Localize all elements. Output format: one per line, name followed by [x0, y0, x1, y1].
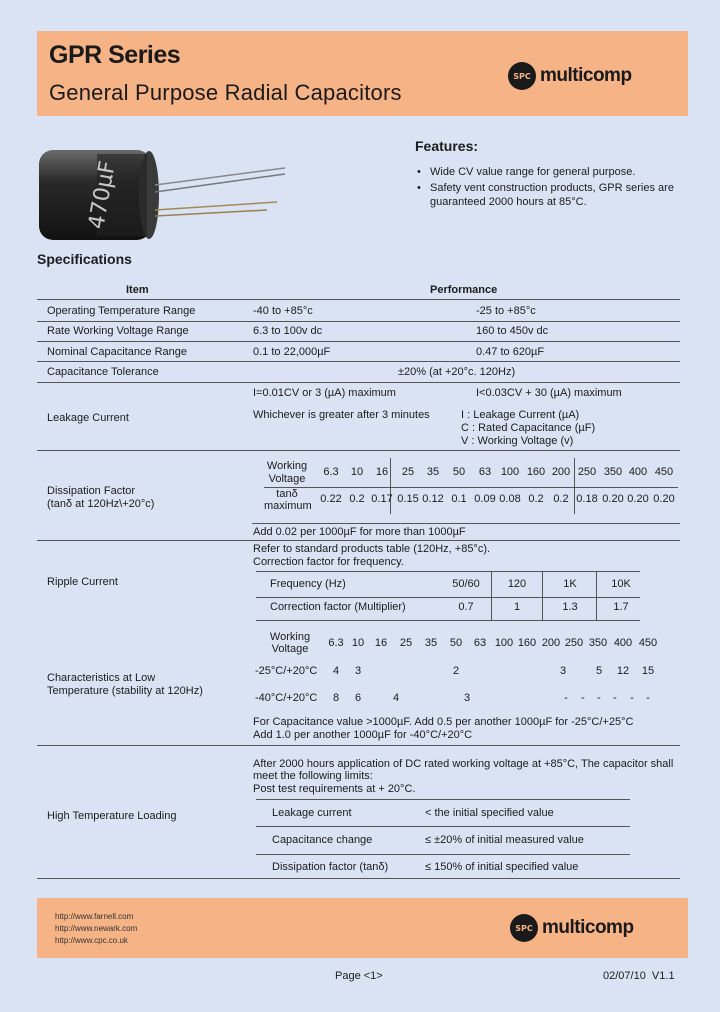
row-divider: [37, 321, 680, 322]
df-value-cell: 0.2: [528, 493, 544, 505]
df-voltage-cell: 10: [350, 466, 364, 478]
logo-wordmark: multicomp: [542, 917, 634, 938]
low-temp-label: Characteristics at Low: [47, 672, 156, 684]
lt-row1-cell: 5: [595, 665, 603, 677]
nominal-cap-low: 0.1 to 22,000µF: [253, 346, 331, 358]
col-header-performance: Performance: [430, 284, 498, 296]
df-value-cell: 0.1: [451, 493, 467, 505]
spc-seal-icon: SPC: [508, 62, 536, 90]
df-voltage-cell: 450: [654, 466, 674, 478]
df-voltage-cell: 25: [401, 466, 415, 478]
row-divider: [37, 878, 680, 879]
df-voltage-cell: 35: [426, 466, 440, 478]
df-voltage-cell: 350: [603, 466, 623, 478]
ht-row-divider: [256, 826, 630, 827]
series-title: GPR Series: [49, 41, 181, 69]
leakage-label: Leakage Current: [47, 412, 129, 424]
df-voltage-cell: 400: [628, 466, 648, 478]
newark-link[interactable]: http://www.newark.com: [55, 924, 138, 933]
lt-row1-cell: 15: [641, 665, 655, 677]
lt-working-label: Working: [269, 631, 311, 643]
df-voltage-cell: 200: [551, 466, 571, 478]
lt-voltage-cell: 50: [449, 637, 463, 649]
df-voltage-cell: 100: [500, 466, 520, 478]
lt-voltage-cell: 200: [541, 637, 561, 649]
ripple-factor-cell: 0.7: [458, 601, 474, 613]
df-maximum-label: maximum: [264, 500, 312, 512]
capacitor-image: [37, 140, 287, 245]
lt-row2-cell: 6: [354, 692, 362, 704]
leakage-legend-i: I : Leakage Current (µA): [461, 409, 580, 421]
row-divider: [37, 540, 680, 541]
high-temp-intro-1: After 2000 hours application of DC rated working voltage at +85°C, The capacitor shall: [253, 758, 674, 770]
nominal-cap-high: 0.47 to 620µF: [476, 346, 545, 358]
df-voltage-cell: 250: [577, 466, 597, 478]
df-value-cell: 0.2: [553, 493, 569, 505]
page-number: Page <1>: [335, 970, 383, 982]
ripple-freq-label: Frequency (Hz): [270, 578, 346, 590]
dissipation-label: Dissipation Factor: [47, 485, 136, 497]
ht-row-value: ≤ ±20% of initial measured value: [425, 834, 584, 846]
lt-row2-cell: -: [564, 692, 568, 704]
ripple-col-divider: [596, 571, 597, 620]
high-temp-intro-3: Post test requirements at + 20°C.: [253, 783, 416, 795]
df-value-cell: 0.20: [653, 493, 675, 505]
df-value-cell: 0.12: [422, 493, 444, 505]
lt-row2-cell: -: [597, 692, 601, 704]
operating-temp-high: -25 to +85°c: [476, 305, 536, 317]
feature-item: • Safety vent construction products, GPR series are guaranteed 2000 hours at 85°C.: [415, 181, 690, 209]
df-voltage-cell: 16: [375, 466, 389, 478]
df-value-cell: 0.09: [474, 493, 496, 505]
page-subtitle: General Purpose Radial Capacitors: [49, 80, 402, 105]
lt-voltage-cell: 10: [351, 637, 365, 649]
ripple-factor-cell: 1: [513, 601, 521, 613]
lt-voltage-cell: 100: [494, 637, 514, 649]
row-divider: [37, 382, 680, 383]
ripple-note-2: Correction factor for frequency.: [253, 556, 404, 568]
ripple-note-1: Refer to standard products table (120Hz, +85°c).: [253, 543, 491, 555]
lt-voltage-cell: 16: [374, 637, 388, 649]
leakage-high-formula: I<0.03CV + 30 (µA) maximum: [476, 387, 622, 399]
lt-row2-cell: -: [581, 692, 585, 704]
ripple-freq-cell: 120: [507, 578, 527, 590]
date-version: 02/07/10 V1.1: [603, 970, 675, 982]
svg-text:470µF: 470µF: [84, 159, 121, 232]
rate-voltage-high: 160 to 450v dc: [476, 325, 549, 337]
col-header-item: Item: [126, 284, 149, 296]
leakage-legend-c: C : Rated Capacitance (µF): [461, 422, 596, 434]
row-divider: [37, 341, 680, 342]
df-value-cell: 0.17: [371, 493, 393, 505]
lt-voltage-cell: 160: [517, 637, 537, 649]
features-heading: Features:: [415, 138, 479, 154]
lt-row1-cell: 4: [332, 665, 340, 677]
lt-voltage-cell: 6.3: [328, 637, 344, 649]
lt-voltage-cell: 250: [564, 637, 584, 649]
row-divider: [37, 745, 680, 746]
ht-row-name: Dissipation factor (tanδ): [272, 861, 389, 873]
low-temp-sublabel: Temperature (stability at 120Hz): [47, 685, 203, 697]
lt-row1-label: -25°C/+20°C: [255, 665, 318, 677]
lt-row2-label: -40°C/+20°C: [255, 692, 318, 704]
logo-wordmark: multicomp: [540, 65, 632, 86]
row-divider: [252, 523, 680, 524]
farnell-link[interactable]: http://www.farnell.com: [55, 912, 134, 921]
rate-voltage-label: Rate Working Voltage Range: [47, 325, 189, 337]
lt-row1-cell: 2: [452, 665, 460, 677]
lt-row2-cell: -: [613, 692, 617, 704]
operating-temp-low: -40 to +85°c: [253, 305, 313, 317]
dissipation-sublabel: (tanδ at 120Hz\+20°c): [47, 498, 155, 510]
ripple-freq-cell: 1K: [563, 578, 577, 590]
df-voltage-cell: 6.3: [323, 466, 339, 478]
ripple-label: Ripple Current: [47, 576, 118, 588]
footer-banner: [37, 898, 688, 958]
lt-voltage-cell: 25: [399, 637, 413, 649]
df-voltage-cell: 160: [526, 466, 546, 478]
ripple-factor-cell: 1.7: [613, 601, 629, 613]
low-temp-note-1: For Capacitance value >1000µF. Add 0.5 per another 1000µF for -25°C/+25°C: [253, 716, 634, 728]
df-value-cell: 0.15: [397, 493, 419, 505]
ripple-col-divider: [542, 571, 543, 620]
df-value-cell: 0.22: [320, 493, 342, 505]
ripple-freq-cell: 10K: [611, 578, 631, 590]
df-value-cell: 0.2: [349, 493, 365, 505]
high-temp-intro-2: meet the following limits:: [253, 770, 373, 782]
ripple-col-divider: [491, 571, 492, 620]
low-temp-note-2: Add 1.0 per another 1000µF for -40°C/+20°C: [253, 729, 473, 741]
ripple-table-mid: [256, 597, 640, 598]
leakage-low-formula: I=0.01CV or 3 (µA) maximum: [253, 387, 396, 399]
row-divider: [37, 299, 680, 300]
ripple-table-top: [256, 571, 640, 572]
ht-row-value: < the initial specified value: [425, 807, 554, 819]
multicomp-logo: [508, 62, 632, 90]
ripple-factor-cell: 1.3: [562, 601, 578, 613]
dissipation-note: Add 0.02 per 1000µF for more than 1000µF: [253, 526, 466, 538]
operating-temp-label: Operating Temperature Range: [47, 305, 196, 317]
lt-row2-cell: -: [630, 692, 634, 704]
ht-table-top: [256, 799, 630, 800]
nominal-cap-label: Nominal Capacitance Range: [47, 346, 188, 358]
feature-item: • Wide CV value range for general purpose.: [415, 165, 690, 179]
cap-tolerance-label: Capacitance Tolerance: [47, 366, 159, 378]
spc-seal-icon: SPC: [510, 914, 538, 942]
lt-row2-cell: 3: [463, 692, 471, 704]
lt-row1-cell: 3: [559, 665, 567, 677]
df-value-cell: 0.08: [499, 493, 521, 505]
cpc-link[interactable]: http://www.cpc.co.uk: [55, 936, 128, 945]
leakage-low-note: Whichever is greater after 3 minutes: [253, 409, 430, 421]
lt-row1-cell: 3: [354, 665, 362, 677]
footer-links: [55, 911, 137, 947]
footer-multicomp-logo: [510, 914, 634, 942]
df-tan-label: tanδ: [276, 488, 298, 500]
ht-row-name: Leakage current: [272, 807, 352, 819]
df-working-label: Working: [266, 460, 308, 472]
header-banner: [37, 31, 688, 116]
features-list: [415, 165, 690, 211]
lt-voltage-cell: 63: [473, 637, 487, 649]
ripple-corr-label: Correction factor (Multiplier): [270, 601, 406, 613]
high-temp-label: High Temperature Loading: [47, 810, 177, 822]
lt-row2-cell: -: [646, 692, 650, 704]
rate-voltage-low: 6.3 to 100v dc: [253, 325, 323, 337]
lt-row1-cell: 12: [616, 665, 630, 677]
df-value-cell: 0.18: [576, 493, 598, 505]
ripple-freq-cell: 50/60: [452, 578, 480, 590]
ht-row-divider: [256, 854, 630, 855]
row-divider: [37, 361, 680, 362]
df-voltage-cell: 63: [478, 466, 492, 478]
df-voltage-label: Voltage: [268, 473, 306, 485]
lt-voltage-cell: 450: [638, 637, 658, 649]
cap-tolerance-value: ±20% (at +20°c. 120Hz): [398, 366, 516, 378]
specifications-heading: Specifications: [37, 251, 132, 267]
lt-voltage-cell: 350: [588, 637, 608, 649]
lt-voltage-cell: 35: [424, 637, 438, 649]
lt-row2-cell: 4: [392, 692, 400, 704]
lt-row2-cell: 8: [332, 692, 340, 704]
ripple-table-bottom: [256, 620, 640, 621]
df-value-cell: 0.20: [627, 493, 649, 505]
df-voltage-cell: 50: [452, 466, 466, 478]
row-divider: [37, 450, 680, 451]
lt-voltage-cell: 400: [613, 637, 633, 649]
ht-row-value: ≤ 150% of initial specified value: [425, 861, 579, 873]
df-row-divider: [264, 487, 678, 488]
ht-row-name: Capacitance change: [272, 834, 373, 846]
leakage-legend-v: V : Working Voltage (v): [461, 435, 574, 447]
df-value-cell: 0.20: [602, 493, 624, 505]
lt-voltage-label: Voltage: [271, 643, 309, 655]
